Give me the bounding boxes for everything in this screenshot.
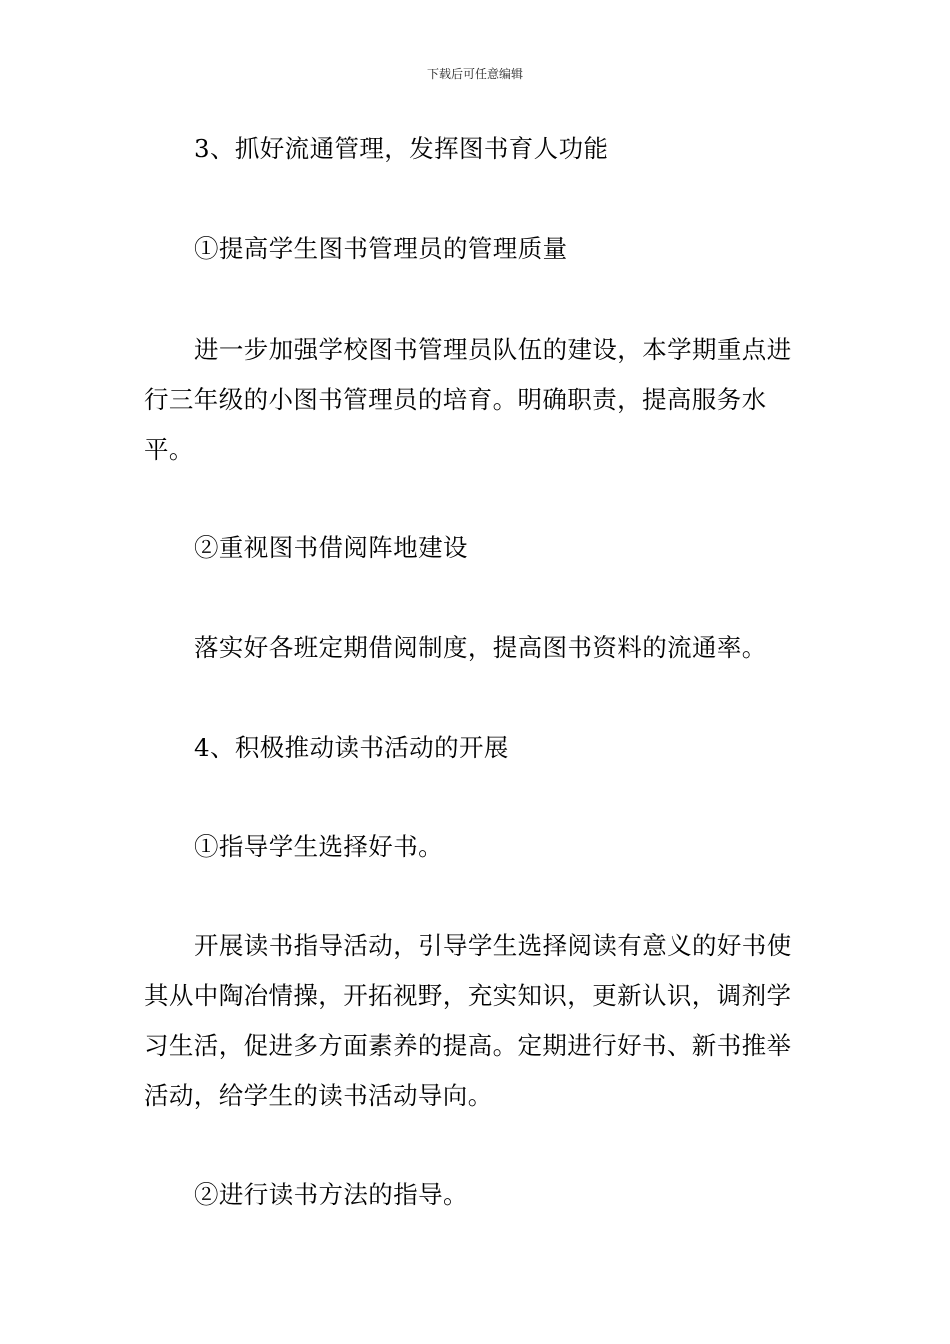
subheading-reading-methods: ②进行读书方法的指导。 [194, 1180, 468, 1209]
paragraph-librarian-team: 进一步加强学校图书管理员队伍的建设，本学期重点进行三年级的小图书管理员的培育。明确职责，提高服务水平。 [144, 335, 792, 464]
header-note: 下载后可任意编辑 [426, 67, 523, 81]
section-heading-reading-activities: 4、积极推动读书活动的开展 [194, 733, 509, 762]
subheading-choose-books: ①指导学生选择好书。 [194, 832, 443, 861]
paragraph-reading-guidance: 开展读书指导活动，引导学生选择阅读有意义的好书使其从中陶冶情操，开拓视野，充实知识，更新认识，调剂学习生活，促进多方面素养的提高。定期进行好书、新书推举活动，给学生的读书活动导向。 [144, 931, 792, 1110]
subheading-borrowing-base: ②重视图书借阅阵地建设 [194, 533, 468, 562]
section-heading-circulation: 3、抓好流通管理，发挥图书育人功能 [194, 134, 609, 163]
paragraph-borrowing-system: 落实好各班定期借阅制度，提高图书资料的流通率。 [194, 633, 767, 662]
subheading-librarian-quality: ①提高学生图书管理员的管理质量 [194, 234, 568, 263]
